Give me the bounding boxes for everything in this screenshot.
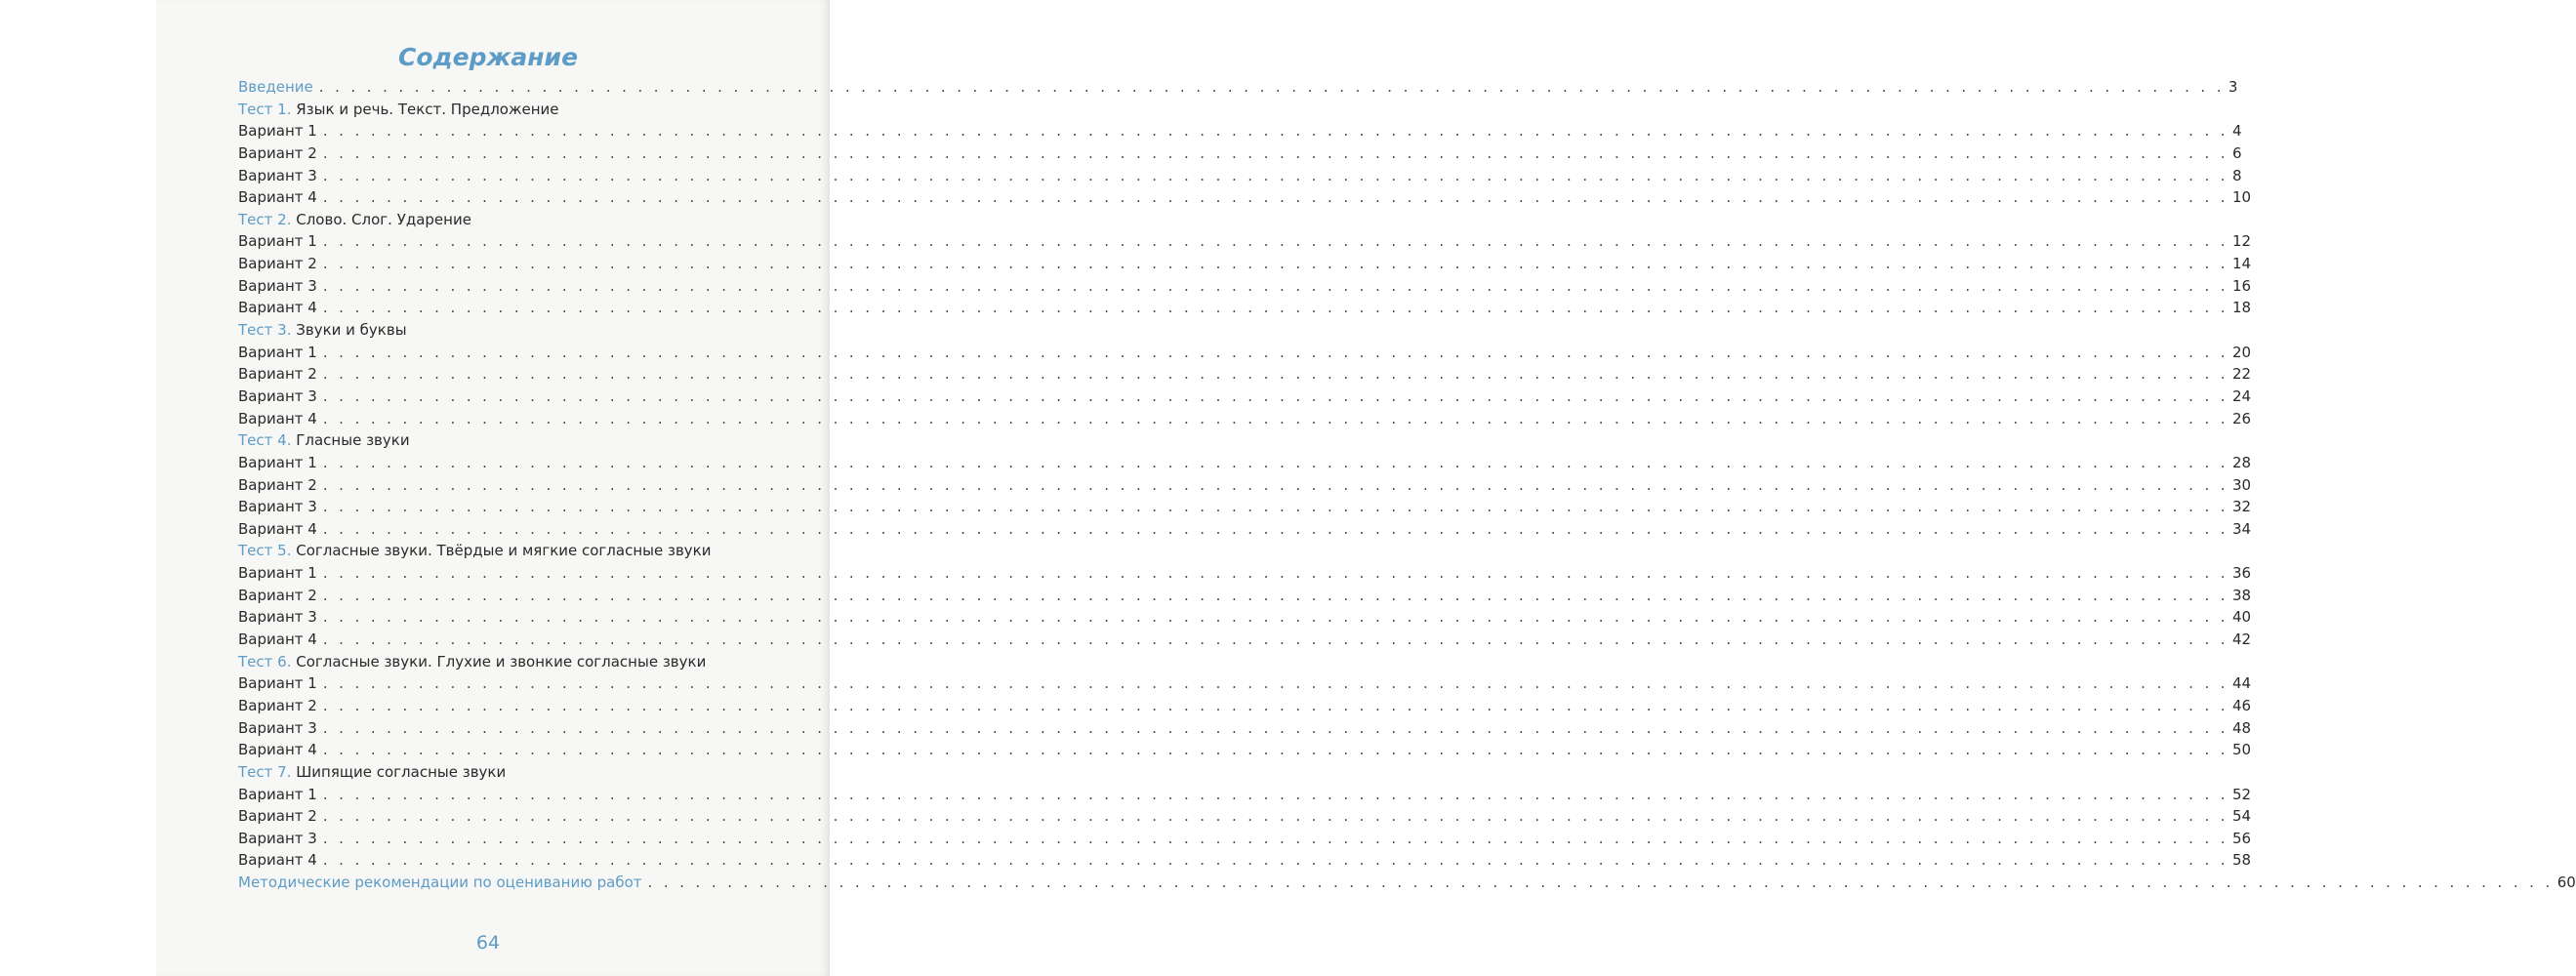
toc-entry — [238, 828, 2252, 850]
toc-label-text: Вариант 1 — [238, 343, 317, 361]
toc-entry — [238, 872, 2576, 894]
toc-label — [238, 629, 317, 651]
toc-heading — [238, 651, 796, 673]
toc-label — [238, 408, 317, 430]
toc-page-number: 58 — [2231, 851, 2252, 870]
toc-label — [238, 452, 317, 474]
toc-entry — [238, 562, 2252, 585]
toc-label — [238, 429, 410, 452]
toc-label-text: Вариант 1 — [238, 785, 317, 803]
toc-page-number: 42 — [2231, 630, 2252, 649]
toc-page-number: 24 — [2231, 386, 2252, 405]
toc-label-text: Вариант 3 — [238, 276, 317, 295]
toc-label-text: Введение — [238, 78, 313, 96]
toc-entry — [238, 452, 2252, 474]
toc-entry — [238, 297, 2252, 319]
toc-entry — [238, 230, 2252, 253]
toc-page-number: 20 — [2231, 343, 2252, 361]
toc-page-number: 60 — [2556, 874, 2576, 892]
dot-leader: . . . . . . . . . . . . . . . . . . . . . . . . . . . . . . . . . . . . . . . . . . . . . . . . . . . . . . . . . . . . . . . . . . . . . . . . . . . . . . . . . . . . . . . . . . . . . . . . . . . . . . . . . . . . . . . . . . . . . . . . — [322, 586, 2228, 604]
toc-page-number: 18 — [2231, 299, 2252, 317]
toc-label-text: Шипящие согласные звуки — [296, 762, 507, 781]
toc-entry — [238, 165, 2242, 187]
toc-entry — [238, 275, 2252, 298]
toc-label-text: Вариант 3 — [238, 166, 317, 184]
toc-label — [238, 342, 317, 364]
toc-page-number: 44 — [2231, 674, 2252, 693]
dot-leader: . . . . . . . . . . . . . . . . . . . . . . . . . . . . . . . . . . . . . . . . . . . . . . . . . . . . . . . . . . . . . . . . . . . . . . . . . . . . . . . . . . . . . . . . . . . . . . . . . . . . . . . . . . . . . . . . . . . . . . . . — [322, 674, 2228, 693]
toc-heading — [238, 209, 796, 231]
dot-leader: . . . . . . . . . . . . . . . . . . . . . . . . . . . . . . . . . . . . . . . . . . . . . . . . . . . . . . . . . . . . . . . . . . . . . . . . . . . . . . . . . . . . . . . . . . . . . . . . . . . . . . . . . . . . . . . . . . . . . . . . — [322, 232, 2228, 251]
dot-leader: . . . . . . . . . . . . . . . . . . . . . . . . . . . . . . . . . . . . . . . . . . . . . . . . . . . . . . . . . . . . . . . . . . . . . . . . . . . . . . . . . . . . . . . . . . . . . . . . . . . . . . . . . . . . . . . . . . . . . . . . — [322, 143, 2228, 162]
dot-leader: . . . . . . . . . . . . . . . . . . . . . . . . . . . . . . . . . . . . . . . . . . . . . . . . . . . . . . . . . . . . . . . . . . . . . . . . . . . . . . . . . . . . . . . . . . . . . . . . . . . . . . . . . . . . . . . . . . . . . . . . — [322, 608, 2228, 627]
toc-label-text: Методические рекомендации по оцениванию работ — [238, 874, 642, 892]
toc-entry — [238, 76, 2238, 99]
dot-leader: . . . . . . . . . . . . . . . . . . . . . . . . . . . . . . . . . . . . . . . . . . . . . . . . . . . . . . . . . . . . . . . . . . . . . . . . . . . . . . . . . . . . . . . . . . . . . . . . . . . . . . . . . . . . . . . . . . . . . . . . — [322, 343, 2228, 361]
dot-leader: . . . . . . . . . . . . . . . . . . . . . . . . . . . . . . . . . . . . . . . . . . . . . . . . . . . . . . . . . . . . . . . . . . . . . . . . . . . . . . . . . . . . . . . . . . . . . . . . . . . . . . . . . . . . . . . . . . . . . . . . — [322, 498, 2228, 516]
toc-heading — [238, 429, 796, 452]
toc-page-number: 46 — [2231, 696, 2252, 714]
toc-page-number: 52 — [2231, 785, 2252, 803]
toc-label-text: Вариант 1 — [238, 122, 317, 141]
toc-label-text: Гласные звуки — [296, 431, 410, 450]
toc-label — [238, 717, 317, 740]
toc-label-text: Вариант 2 — [238, 475, 317, 494]
dot-leader: . . . . . . . . . . . . . . . . . . . . . . . . . . . . . . . . . . . . . . . . . . . . . . . . . . . . . . . . . . . . . . . . . . . . . . . . . . . . . . . . . . . . . . . . . . . . . . . . . . . . . . . . . . . . . . . . . . . . . . . . — [322, 475, 2228, 494]
table-of-contents — [238, 76, 2576, 894]
toc-entry — [238, 672, 2252, 695]
toc-label — [238, 784, 317, 806]
dot-leader: . . . . . . . . . . . . . . . . . . . . . . . . . . . . . . . . . . . . . . . . . . . . . . . . . . . . . . . . . . . . . . . . . . . . . . . . . . . . . . . . . . . . . . . . . . . . . . . . . . . . . . . . . . . . . . . . . . . . . . . . — [322, 630, 2228, 649]
dot-leader: . . . . . . . . . . . . . . . . . . . . . . . . . . . . . . . . . . . . . . . . . . . . . . . . . . . . . . . . . . . . . . . . . . . . . . . . . . . . . . . . . . . . . . . . . . . . . . . . . . . . . . . . . . . . . . . . . . . . . . . . — [322, 166, 2228, 184]
toc-heading — [238, 99, 796, 121]
page-number: 64 — [475, 932, 501, 954]
test-number: Тест 7. — [238, 762, 292, 781]
dot-leader: . . . . . . . . . . . . . . . . . . . . . . . . . . . . . . . . . . . . . . . . . . . . . . . . . . . . . . . . . . . . . . . . . . . . . . . . . . . . . . . . . . . . . . . . . . . . . . . . . . . . . . . . . . . . . . . . . . . . . . . . — [322, 365, 2228, 384]
page-title: Содержание — [397, 43, 579, 71]
toc-entry — [238, 186, 2252, 209]
toc-entry — [238, 805, 2252, 828]
toc-page-number: 26 — [2231, 409, 2252, 427]
toc-label — [238, 585, 317, 607]
test-number: Тест 2. — [238, 210, 292, 228]
toc-label — [238, 651, 706, 673]
test-number: Тест 6. — [238, 652, 292, 671]
toc-label-text: Вариант 1 — [238, 564, 317, 583]
dot-leader: . . . . . . . . . . . . . . . . . . . . . . . . . . . . . . . . . . . . . . . . . . . . . . . . . . . . . . . . . . . . . . . . . . . . . . . . . . . . . . . . . . . . . . . . . . . . . . . . . . . . . . . . . . . . . . . . . . . . . . . . — [322, 564, 2228, 583]
toc-label-text: Вариант 3 — [238, 829, 317, 847]
toc-label-text: Вариант 1 — [238, 674, 317, 693]
toc-page-number: 4 — [2231, 122, 2242, 141]
dot-leader: . . . . . . . . . . . . . . . . . . . . . . . . . . . . . . . . . . . . . . . . . . . . . . . . . . . . . . . . . . . . . . . . . . . . . . . . . . . . . . . . . . . . . . . . . . . . . . . . . . . . . . . . . . . . . . . . . . . . . . . . — [322, 785, 2228, 803]
toc-label-text: Вариант 3 — [238, 718, 317, 737]
dot-leader: . . . . . . . . . . . . . . . . . . . . . . . . . . . . . . . . . . . . . . . . . . . . . . . . . . . . . . . . . . . . . . . . . . . . . . . . . . . . . . . . . . . . . . . . . . . . . . . . . . . . . . . . . . . . . . . . . . . . . . . . — [322, 409, 2228, 427]
dot-leader: . . . . . . . . . . . . . . . . . . . . . . . . . . . . . . . . . . . . . . . . . . . . . . . . . . . . . . . . . . . . . . . . . . . . . . . . . . . . . . . . . . . . . . . . . . . . . . . . . . . . . . . . . . . . . . . . . . . . . . . . — [322, 696, 2228, 714]
toc-label-text: Вариант 4 — [238, 851, 317, 870]
toc-label — [238, 828, 317, 850]
dot-leader: . . . . . . . . . . . . . . . . . . . . . . . . . . . . . . . . . . . . . . . . . . . . . . . . . . . . . . . . . . . . . . . . . . . . . . . . . . . . . . . . . . . . . . . . . . . . . . . . . . . . . . . . . . . . . . . . . . . . . . . . — [322, 807, 2228, 826]
toc-label-text: Слово. Слог. Ударение — [296, 210, 471, 228]
toc-page-number: 3 — [2228, 78, 2238, 96]
toc-page-number: 36 — [2231, 564, 2252, 583]
toc-page-number: 50 — [2231, 741, 2252, 759]
toc-page-number: 28 — [2231, 453, 2252, 471]
toc-label-text: Вариант 2 — [238, 143, 317, 162]
toc-label-text: Согласные звуки. Глухие и звонкие согласные звуки — [296, 652, 707, 671]
toc-page-number: 56 — [2231, 829, 2252, 847]
toc-page-number: 14 — [2231, 255, 2252, 273]
toc-heading — [238, 540, 796, 562]
toc-label-text: Звуки и буквы — [296, 321, 407, 340]
dot-leader: . . . . . . . . . . . . . . . . . . . . . . . . . . . . . . . . . . . . . . . . . . . . . . . . . . . . . . . . . . . . . . . . . . . . . . . . . . . . . . . . . . . . . . . . . . . . . . . . . . . . . . . . . . . . . . . . . . . . . . . . — [322, 453, 2228, 471]
toc-label-text: Вариант 2 — [238, 586, 317, 604]
toc-page-number: 30 — [2231, 475, 2252, 494]
toc-entry — [238, 629, 2252, 651]
toc-label — [238, 99, 559, 121]
toc-page-number: 40 — [2231, 608, 2252, 627]
dot-leader: . . . . . . . . . . . . . . . . . . . . . . . . . . . . . . . . . . . . . . . . . . . . . . . . . . . . . . . . . . . . . . . . . . . . . . . . . . . . . . . . . . . . . . . . . . . . . . . . . . . . . . . . . . . . . . . . . . . . . . . . — [322, 386, 2228, 405]
toc-entry — [238, 739, 2252, 761]
toc-label — [238, 496, 317, 518]
toc-entry — [238, 363, 2252, 386]
toc-label-text: Вариант 4 — [238, 188, 317, 207]
dot-leader: . . . . . . . . . . . . . . . . . . . . . . . . . . . . . . . . . . . . . . . . . . . . . . . . . . . . . . . . . . . . . . . . . . . . . . . . . . . . . . . . . . . . . . . . . . . . . . . . . . . . . . . . . . . . . . . . . . . . . . . . — [322, 122, 2228, 141]
toc-label-text: Вариант 3 — [238, 608, 317, 627]
toc-page-number: 6 — [2231, 143, 2242, 162]
dot-leader: . . . . . . . . . . . . . . . . . . . . . . . . . . . . . . . . . . . . . . . . . . . . . . . . . . . . . . . . . . . . . . . . . . . . . . . . . . . . . . . . . . . . . . . . . . . . . . . . . . . . . . . . . . . . . . . . . . . . . . . . — [647, 874, 2554, 892]
dot-leader: . . . . . . . . . . . . . . . . . . . . . . . . . . . . . . . . . . . . . . . . . . . . . . . . . . . . . . . . . . . . . . . . . . . . . . . . . . . . . . . . . . . . . . . . . . . . . . . . . . . . . . . . . . . . . . . . . . . . . . . . — [318, 78, 2225, 96]
toc-page-number: 32 — [2231, 498, 2252, 516]
toc-entry — [238, 717, 2252, 740]
toc-page-number: 8 — [2231, 166, 2242, 184]
toc-page-number: 22 — [2231, 365, 2252, 384]
dot-leader: . . . . . . . . . . . . . . . . . . . . . . . . . . . . . . . . . . . . . . . . . . . . . . . . . . . . . . . . . . . . . . . . . . . . . . . . . . . . . . . . . . . . . . . . . . . . . . . . . . . . . . . . . . . . . . . . . . . . . . . . — [322, 255, 2228, 273]
toc-label — [238, 562, 317, 585]
test-number: Тест 5. — [238, 542, 292, 560]
toc-label — [238, 474, 317, 497]
toc-label — [238, 120, 317, 142]
dot-leader: . . . . . . . . . . . . . . . . . . . . . . . . . . . . . . . . . . . . . . . . . . . . . . . . . . . . . . . . . . . . . . . . . . . . . . . . . . . . . . . . . . . . . . . . . . . . . . . . . . . . . . . . . . . . . . . . . . . . . . . . — [322, 829, 2228, 847]
toc-page-number: 16 — [2231, 276, 2252, 295]
toc-label-text: Вариант 3 — [238, 386, 317, 405]
test-number: Тест 1. — [238, 100, 292, 118]
toc-heading — [238, 319, 796, 342]
dot-leader: . . . . . . . . . . . . . . . . . . . . . . . . . . . . . . . . . . . . . . . . . . . . . . . . . . . . . . . . . . . . . . . . . . . . . . . . . . . . . . . . . . . . . . . . . . . . . . . . . . . . . . . . . . . . . . . . . . . . . . . . — [322, 718, 2228, 737]
toc-label — [238, 540, 711, 562]
toc-label — [238, 230, 317, 253]
toc-label-text: Вариант 3 — [238, 498, 317, 516]
toc-entry — [238, 386, 2252, 408]
toc-label — [238, 739, 317, 761]
toc-page-number: 34 — [2231, 519, 2252, 538]
test-number: Тест 3. — [238, 321, 292, 340]
toc-label-text: Вариант 4 — [238, 409, 317, 427]
toc-entry — [238, 849, 2252, 872]
dot-leader: . . . . . . . . . . . . . . . . . . . . . . . . . . . . . . . . . . . . . . . . . . . . . . . . . . . . . . . . . . . . . . . . . . . . . . . . . . . . . . . . . . . . . . . . . . . . . . . . . . . . . . . . . . . . . . . . . . . . . . . . — [322, 519, 2228, 538]
toc-label-text: Вариант 2 — [238, 255, 317, 273]
toc-entry — [238, 496, 2252, 518]
toc-page-number: 38 — [2231, 586, 2252, 604]
toc-label — [238, 319, 407, 342]
toc-heading — [238, 761, 796, 784]
toc-entry — [238, 120, 2242, 142]
toc-label-text: Вариант 2 — [238, 365, 317, 384]
dot-leader: . . . . . . . . . . . . . . . . . . . . . . . . . . . . . . . . . . . . . . . . . . . . . . . . . . . . . . . . . . . . . . . . . . . . . . . . . . . . . . . . . . . . . . . . . . . . . . . . . . . . . . . . . . . . . . . . . . . . . . . . — [322, 741, 2228, 759]
toc-label-text: Вариант 1 — [238, 232, 317, 251]
toc-entry — [238, 342, 2252, 364]
toc-page-number: 48 — [2231, 718, 2252, 737]
toc-label — [238, 253, 317, 275]
toc-label-text: Вариант 4 — [238, 630, 317, 649]
toc-label — [238, 761, 506, 784]
dot-leader: . . . . . . . . . . . . . . . . . . . . . . . . . . . . . . . . . . . . . . . . . . . . . . . . . . . . . . . . . . . . . . . . . . . . . . . . . . . . . . . . . . . . . . . . . . . . . . . . . . . . . . . . . . . . . . . . . . . . . . . . — [322, 851, 2228, 870]
toc-entry — [238, 253, 2252, 275]
toc-label — [238, 606, 317, 629]
toc-label — [238, 165, 317, 187]
toc-page-number: 12 — [2231, 232, 2252, 251]
toc-label — [238, 849, 317, 872]
toc-label — [238, 695, 317, 717]
toc-label-text: Вариант 4 — [238, 519, 317, 538]
toc-label — [238, 386, 317, 408]
toc-entry — [238, 784, 2252, 806]
toc-label-text: Вариант 4 — [238, 741, 317, 759]
toc-label — [238, 275, 317, 298]
toc-page-number: 54 — [2231, 807, 2252, 826]
toc-label-text: Вариант 1 — [238, 453, 317, 471]
toc-label-text: Согласные звуки. Твёрдые и мягкие согласные звуки — [296, 542, 712, 560]
toc-label — [238, 297, 317, 319]
toc-label — [238, 805, 317, 828]
toc-label — [238, 518, 317, 541]
toc-label — [238, 363, 317, 386]
toc-label-text: Язык и речь. Текст. Предложение — [296, 100, 559, 118]
dot-leader: . . . . . . . . . . . . . . . . . . . . . . . . . . . . . . . . . . . . . . . . . . . . . . . . . . . . . . . . . . . . . . . . . . . . . . . . . . . . . . . . . . . . . . . . . . . . . . . . . . . . . . . . . . . . . . . . . . . . . . . . — [322, 188, 2228, 207]
toc-label-text: Вариант 2 — [238, 696, 317, 714]
toc-entry — [238, 518, 2252, 541]
toc-label-text: Вариант 2 — [238, 807, 317, 826]
toc-label — [238, 209, 471, 231]
toc-entry — [238, 142, 2242, 165]
toc-entry — [238, 474, 2252, 497]
toc-label — [238, 76, 313, 99]
toc-entry — [238, 408, 2252, 430]
dot-leader: . . . . . . . . . . . . . . . . . . . . . . . . . . . . . . . . . . . . . . . . . . . . . . . . . . . . . . . . . . . . . . . . . . . . . . . . . . . . . . . . . . . . . . . . . . . . . . . . . . . . . . . . . . . . . . . . . . . . . . . . — [322, 276, 2228, 295]
toc-entry — [238, 695, 2252, 717]
toc-label — [238, 672, 317, 695]
toc-label — [238, 872, 642, 894]
toc-label-text: Вариант 4 — [238, 299, 317, 317]
toc-entry — [238, 606, 2252, 629]
toc-label — [238, 142, 317, 165]
toc-label — [238, 186, 317, 209]
toc-entry — [238, 585, 2252, 607]
test-number: Тест 4. — [238, 431, 292, 450]
dot-leader: . . . . . . . . . . . . . . . . . . . . . . . . . . . . . . . . . . . . . . . . . . . . . . . . . . . . . . . . . . . . . . . . . . . . . . . . . . . . . . . . . . . . . . . . . . . . . . . . . . . . . . . . . . . . . . . . . . . . . . . . — [322, 299, 2228, 317]
toc-page-number: 10 — [2231, 188, 2252, 207]
